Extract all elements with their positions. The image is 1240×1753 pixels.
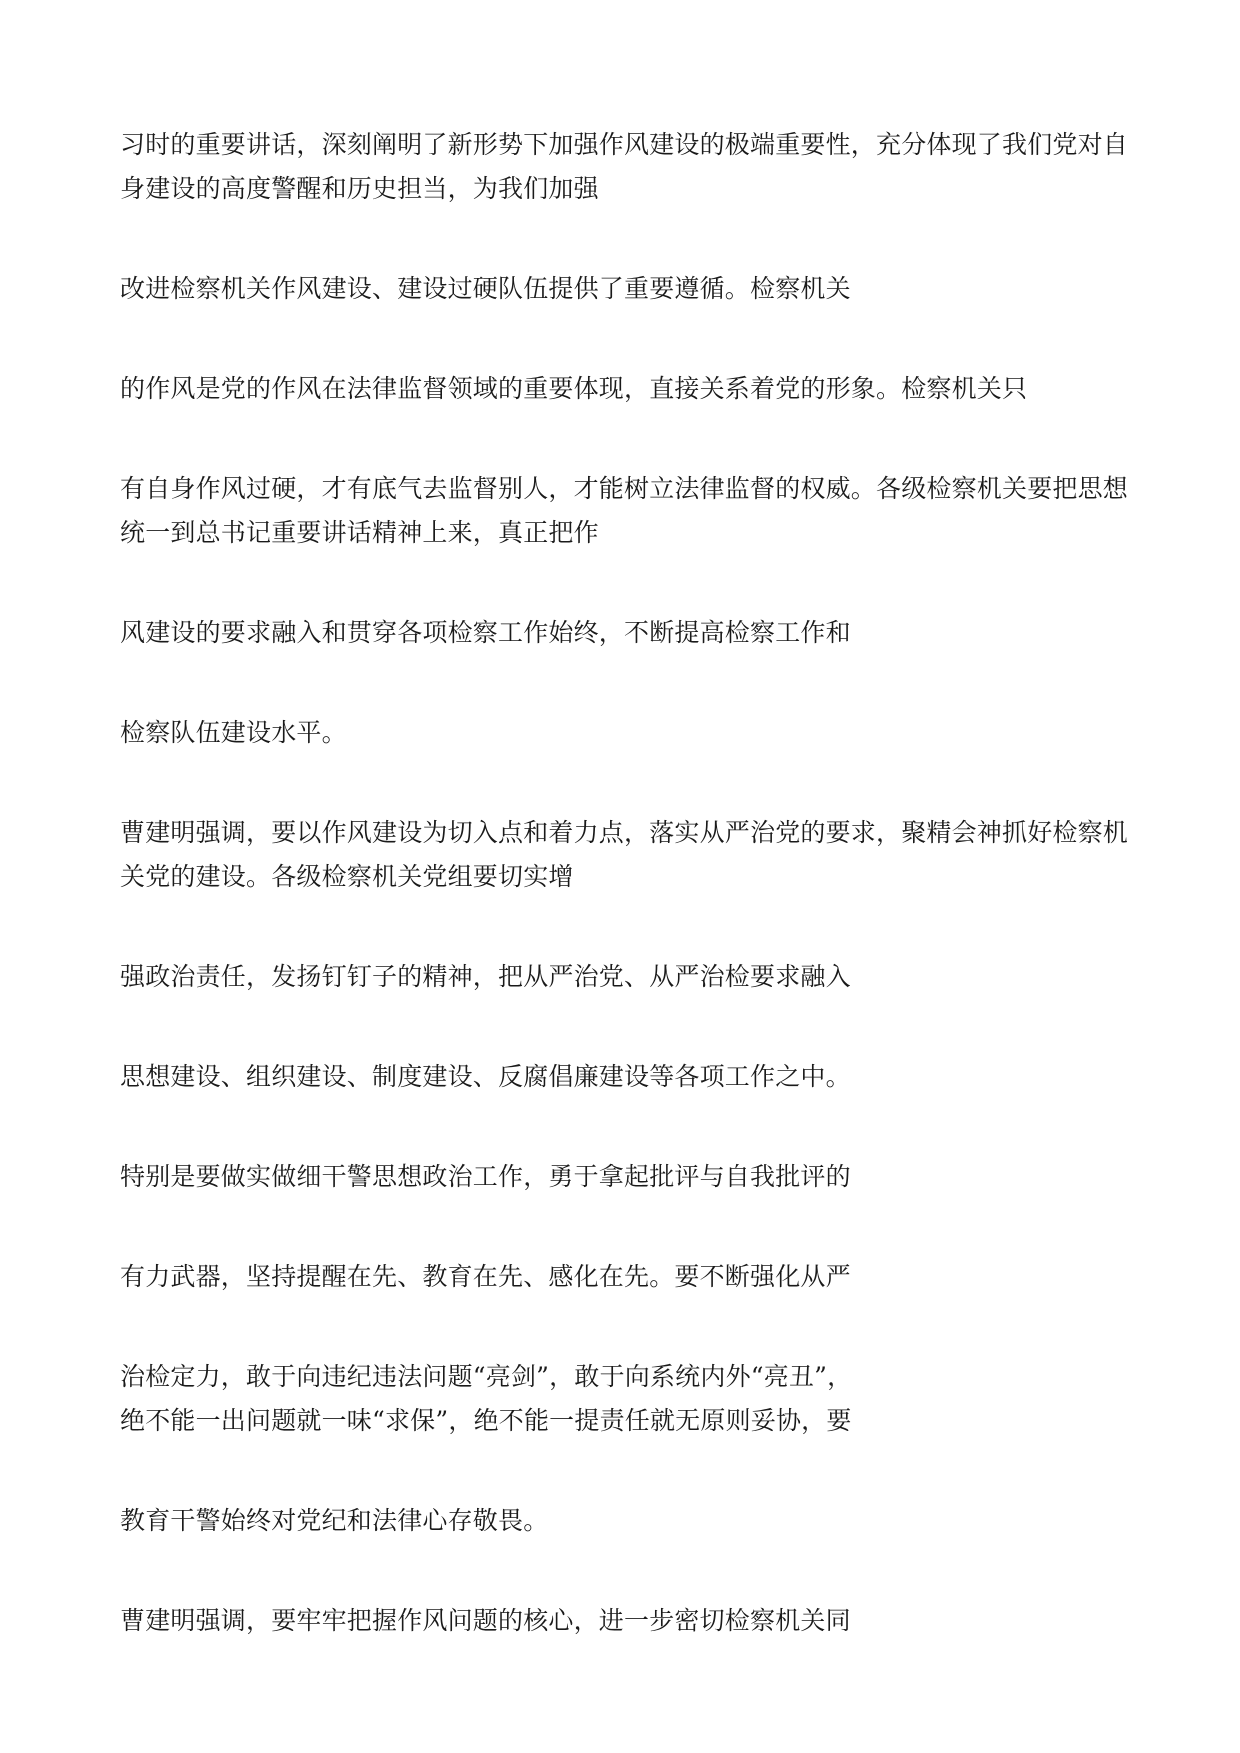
- text-line: 治检定力，敢于向违纪违法问题“亮剑”，敢于向系统内外“亮丑”，: [120, 1362, 853, 1391]
- text-line: 习时的重要讲话，深刻阐明了新形势下加强作风建设的极端重要性，充分体现了我们党对自: [120, 130, 1129, 159]
- text-line: 特别是要做实做细干警思想政治工作，勇于拿起批评与自我批评的: [120, 1162, 851, 1191]
- text-line: 思想建设、组织建设、制度建设、反腐倡廉建设等各项工作之中。: [120, 1062, 851, 1091]
- text-line: 检察队伍建设水平。: [120, 718, 347, 747]
- text-line: 的作风是党的作风在法律监督领域的重要体现，直接关系着党的形象。检察机关只: [120, 374, 1028, 403]
- text-line: 绝不能一出问题就一味“求保”，绝不能一提责任就无原则妥协，要: [120, 1406, 852, 1435]
- text-line: 教育干警始终对党纪和法律心存敬畏。: [120, 1506, 549, 1535]
- text-line: 改进检察机关作风建设、建设过硬队伍提供了重要遵循。检察机关: [120, 274, 851, 303]
- text-line: 有自身作风过硬，才有底气去监督别人，才能树立法律监督的权威。各级检察机关要把思想: [120, 474, 1129, 503]
- text-line: 风建设的要求融入和贯穿各项检察工作始终，不断提高检察工作和: [120, 618, 851, 647]
- text-line: 身建设的高度警醒和历史担当，为我们加强: [120, 174, 599, 203]
- text-line: 有力武器，坚持提醒在先、教育在先、感化在先。要不断强化从严: [120, 1262, 851, 1291]
- text-line: 曹建明强调，要牢牢把握作风问题的核心，进一步密切检察机关同: [120, 1606, 851, 1635]
- text-line: 关党的建设。各级检察机关党组要切实增: [120, 862, 574, 891]
- text-line: 曹建明强调，要以作风建设为切入点和着力点，落实从严治党的要求，聚精会神抓好检察机: [120, 818, 1129, 847]
- text-line: 统一到总书记重要讲话精神上来，真正把作: [120, 518, 599, 547]
- text-line: 强政治责任，发扬钉钉子的精神，把从严治党、从严治检要求融入: [120, 962, 851, 991]
